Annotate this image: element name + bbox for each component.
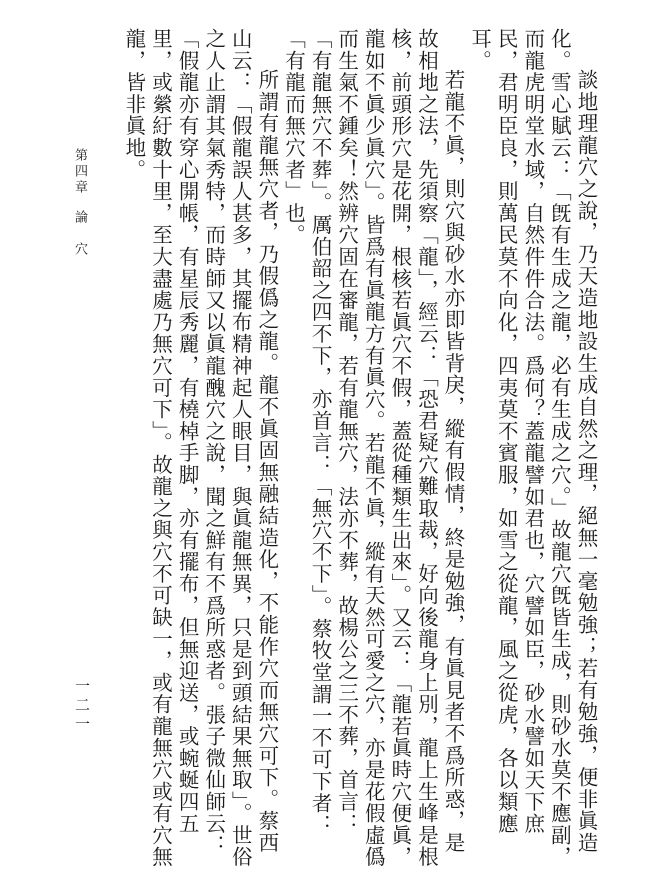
- running-header: [70, 148, 89, 258]
- paragraph-3: 所謂有龍無穴者，乃假僞之龍。龍不眞固無融結造化，不能作穴而無穴可下。蔡西山云：「假龍誤人甚多，其擺布精神起人眼目，與眞龍無異，只是到頭結果無取」。世俗之人止謂其氣秀特，而時師又以眞龍醜穴之說，聞之鮮有不爲所惑者。張子微仙師云：「假龍亦有穿心開帳，有星辰秀麗，有橈棹手脚，亦有擺布，但無迎送，或蜿蜒四五里，或縈紆數十里，至大盡處乃無穴可下」。故龍之與穴不可缺一，或有龍無穴或有穴無龍，皆非眞地。: [121, 28, 279, 868]
- paragraph-1: 談地理龍穴之說，乃天造地設生成自然之理，絕無一毫勉強；若有勉強，便非眞造化。雪心賦云：「旣有生成之龍，必有生成之穴。」故龍穴旣皆生成，則砂水莫不應副，而龍虎明堂水域，自然件件合法。爲何？蓋龍譬如君也，穴譬如臣，砂水譬如天下庶民，君明臣良，則萬民莫不向化，四夷莫不賓服，如雪之從龍，風之從虎，各以類應耳。: [467, 28, 598, 868]
- body-text: [107, 28, 599, 868]
- chapter-label: 第四章: [72, 148, 87, 196]
- page-number: 一二一: [73, 678, 91, 735]
- paragraph-2: 若龍不眞，則穴與砂水亦即皆背戾，縱有假情，終是勉強，有眞見者不爲所惑，是故相地之法，先須察「龍」，經云：「恐君疑穴難取裁，好向後龍身上別，龍上生峰是根核，前頭形穴是花開，根核若眞穴不假，蓋從種類生出來」。又云：「龍若眞時穴便眞，龍如不眞少眞穴」。皆爲有眞龍方有眞穴。若龍不眞，縱有天然可愛之穴，亦是花假虛僞而生氣不鍾矣！然辨穴固在審龍，若有龍無穴，法亦不葬，故楊公之三不葬，首言：「有龍無穴不葬」。厲伯韶之四不下，亦首言：「無穴不下」。蔡牧堂謂一不可下者：「有龍而無穴者」也。: [281, 28, 466, 868]
- section-label: 論 穴: [72, 210, 87, 258]
